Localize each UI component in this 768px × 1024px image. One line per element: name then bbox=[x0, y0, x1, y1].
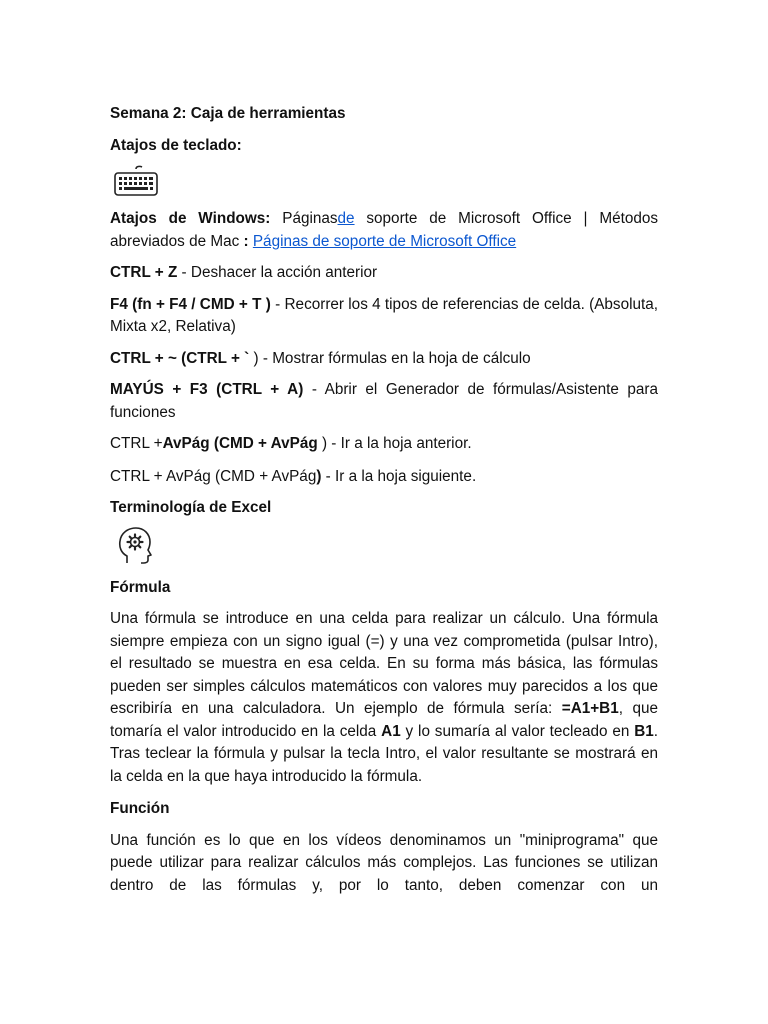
shortcut-prev-sheet bbox=[110, 433, 658, 456]
formula-example: =A1+B1 bbox=[561, 700, 619, 717]
formula-text-4: . Tras teclear la fórmula y pulsar la tecla Intro, el valor resultante se mostrará en la celda en la que haya introducido la fórmula. bbox=[110, 722, 658, 785]
shortcut-f4-keys: F4 (fn + F4 / CMD + T ) bbox=[110, 295, 271, 313]
windows-text-2: soporte de Microsoft Office | Métodos abreviados de Mac bbox=[110, 210, 659, 250]
terminology-heading: Terminología de Excel bbox=[110, 499, 272, 516]
support-link-office[interactable]: Páginas de soporte de Microsoft Office bbox=[252, 232, 517, 250]
shortcut-shift-f3-keys: MAYÚS + F3 (CTRL + A) bbox=[110, 381, 304, 398]
shortcut-prev-sheet-desc: ) - Ir a la hoja anterior. bbox=[321, 435, 472, 452]
formula-text-3: y lo sumaría al valor tecleado en bbox=[400, 722, 635, 740]
page-title: Semana 2: Caja de herramientas bbox=[110, 105, 346, 122]
formula-paragraph bbox=[110, 608, 658, 788]
function-paragraph: Una función es lo que en los vídeos denominamos un "miniprograma" que puede utilizar para realizar cálculos más complejos. Las funciones se utilizan dentro de las fórmulas y, por lo tanto, deben comenzar con un bbox=[110, 831, 658, 894]
shortcut-next-sheet-pre: CTRL + AvPág (CMD + AvPág bbox=[110, 467, 317, 485]
windows-text-1: Páginas bbox=[282, 210, 338, 227]
formula-text-2: , que tomaría el valor introducido en la celda bbox=[110, 700, 658, 740]
function-heading: Función bbox=[110, 800, 170, 817]
keyboard-icon bbox=[113, 165, 658, 197]
shortcut-undo bbox=[110, 262, 658, 285]
shortcut-next-sheet bbox=[110, 466, 658, 489]
shortcut-next-sheet-desc: - Ir a la hoja siguiente. bbox=[321, 467, 477, 485]
shortcuts-heading: Atajos de teclado: bbox=[110, 136, 242, 154]
shortcut-undo-keys: CTRL + Z bbox=[110, 264, 178, 281]
shortcut-next-sheet-paren: ) bbox=[316, 467, 322, 485]
shortcut-show-formulas-keys: CTRL + ~ (CTRL + ` bbox=[110, 349, 254, 367]
formula-heading: Fórmula bbox=[110, 578, 171, 596]
shortcut-shift-f3 bbox=[110, 379, 658, 424]
formula-cell-b1: B1 bbox=[634, 722, 654, 740]
windows-shortcuts-label: Atajos de Windows: bbox=[110, 210, 271, 227]
shortcut-shift-f3-desc: - Abrir el Generador de fórmulas/Asistente para funciones bbox=[110, 381, 658, 421]
formula-cell-a1: A1 bbox=[381, 722, 401, 740]
shortcut-undo-desc: - Deshacer la acción anterior bbox=[177, 264, 378, 281]
document-body bbox=[110, 100, 658, 897]
shortcut-show-formulas-desc: ) - Mostrar fórmulas en la hoja de cálculo bbox=[253, 349, 531, 367]
shortcut-prev-sheet-keys: AvPág (CMD + AvPág bbox=[162, 435, 322, 452]
windows-shortcuts-paragraph bbox=[110, 208, 658, 253]
shortcut-f4-desc: - Recorrer los 4 tipos de referencias de celda. (Absoluta, Mixta x2, Relativa) bbox=[110, 295, 659, 335]
shortcut-prev-sheet-pre: CTRL + bbox=[110, 435, 163, 452]
support-link-de[interactable]: de bbox=[337, 210, 355, 227]
shortcut-show-formulas bbox=[110, 348, 658, 371]
head-gear-icon bbox=[117, 527, 658, 565]
formula-text-1: Una fórmula se introduce en una celda para realizar un cálculo. Una fórmula siempre empieza con un signo igual (=) y una vez comprometida (pulsar Intro), el resultado se muestra en esa celda. En su forma más básica, las fórmulas pueden ser simples cálculos matemáticos con valores muy parecidos a los que escribiría en una calculadora. Un ejemplo de fórmula sería: bbox=[110, 610, 658, 717]
shortcut-f4 bbox=[110, 294, 658, 339]
windows-colon: : bbox=[243, 232, 249, 250]
